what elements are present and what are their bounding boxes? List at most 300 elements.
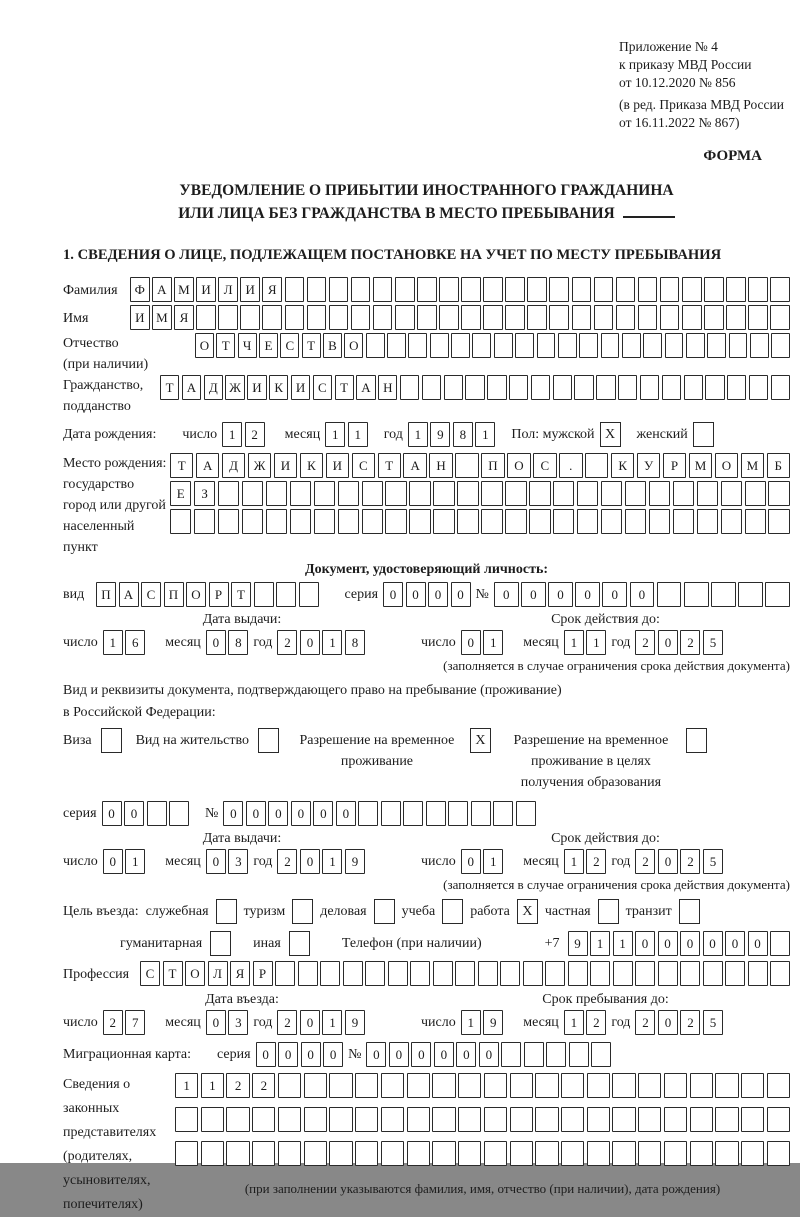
char-cell[interactable]: 1 <box>325 422 345 447</box>
char-cell[interactable] <box>478 961 498 986</box>
char-cell[interactable]: 1 <box>613 931 633 956</box>
char-cell[interactable] <box>385 481 406 506</box>
char-cell[interactable]: П <box>481 453 504 478</box>
char-cell[interactable]: 2 <box>635 849 655 874</box>
char-cell[interactable] <box>741 1073 764 1098</box>
char-cell[interactable] <box>768 509 789 534</box>
char-cell[interactable]: 1 <box>483 630 503 655</box>
char-cell[interactable]: 9 <box>345 849 365 874</box>
char-cell[interactable] <box>433 509 454 534</box>
char-cell[interactable] <box>577 509 598 534</box>
char-cell[interactable]: О <box>344 333 363 358</box>
char-cell[interactable] <box>745 509 766 534</box>
char-cell[interactable] <box>278 1107 301 1132</box>
char-cell[interactable]: О <box>186 582 206 607</box>
char-cell[interactable]: 0 <box>703 931 723 956</box>
char-cell[interactable] <box>275 961 295 986</box>
char-cell[interactable]: 5 <box>703 849 723 874</box>
char-cell[interactable] <box>545 961 565 986</box>
char-cell[interactable] <box>329 1107 352 1132</box>
char-cell[interactable]: Р <box>209 582 229 607</box>
char-cell[interactable]: 0 <box>680 931 700 956</box>
char-cell[interactable] <box>262 305 282 330</box>
char-cell[interactable] <box>505 305 525 330</box>
char-cell[interactable]: 1 <box>483 849 503 874</box>
char-cell[interactable] <box>433 481 454 506</box>
char-cell[interactable] <box>307 305 327 330</box>
char-cell[interactable] <box>690 1073 713 1098</box>
char-cell[interactable]: 9 <box>430 422 450 447</box>
purpose-tourism-checkbox[interactable] <box>292 899 313 924</box>
char-cell[interactable] <box>304 1107 327 1132</box>
char-cell[interactable] <box>252 1107 275 1132</box>
char-cell[interactable] <box>529 509 550 534</box>
char-cell[interactable] <box>587 1073 610 1098</box>
char-cell[interactable] <box>366 333 385 358</box>
char-cell[interactable] <box>715 1073 738 1098</box>
char-cell[interactable]: О <box>507 453 530 478</box>
char-cell[interactable] <box>680 961 700 986</box>
char-cell[interactable] <box>590 961 610 986</box>
char-cell[interactable]: П <box>164 582 184 607</box>
char-cell[interactable] <box>587 1141 610 1166</box>
char-cell[interactable] <box>770 961 790 986</box>
char-cell[interactable] <box>682 277 702 302</box>
char-cell[interactable] <box>664 1107 687 1132</box>
char-cell[interactable] <box>726 305 746 330</box>
char-cell[interactable] <box>638 277 658 302</box>
char-cell[interactable]: З <box>194 481 215 506</box>
char-cell[interactable] <box>175 1107 198 1132</box>
char-cell[interactable]: 0 <box>575 582 600 607</box>
char-cell[interactable]: 0 <box>494 582 519 607</box>
temp-residence-education-checkbox[interactable] <box>686 728 707 753</box>
char-cell[interactable]: 6 <box>125 630 145 655</box>
char-cell[interactable]: И <box>130 305 150 330</box>
char-cell[interactable] <box>577 481 598 506</box>
char-cell[interactable]: Т <box>216 333 235 358</box>
char-cell[interactable]: 0 <box>725 931 745 956</box>
char-cell[interactable] <box>622 333 641 358</box>
char-cell[interactable]: К <box>269 375 288 400</box>
char-cell[interactable] <box>170 509 191 534</box>
char-cell[interactable] <box>572 305 592 330</box>
char-cell[interactable] <box>147 801 167 826</box>
char-cell[interactable] <box>568 961 588 986</box>
char-cell[interactable]: 0 <box>602 582 627 607</box>
char-cell[interactable]: Д <box>204 375 223 400</box>
char-cell[interactable] <box>546 1042 566 1067</box>
char-cell[interactable] <box>505 509 526 534</box>
char-cell[interactable] <box>362 481 383 506</box>
char-cell[interactable] <box>510 1141 533 1166</box>
char-cell[interactable]: 2 <box>245 422 265 447</box>
char-cell[interactable]: 2 <box>635 630 655 655</box>
char-cell[interactable] <box>561 1141 584 1166</box>
char-cell[interactable] <box>444 375 463 400</box>
char-cell[interactable] <box>290 481 311 506</box>
purpose-private-checkbox[interactable] <box>598 899 619 924</box>
char-cell[interactable] <box>472 333 491 358</box>
char-cell[interactable]: 3 <box>228 849 248 874</box>
char-cell[interactable]: 1 <box>103 630 123 655</box>
char-cell[interactable]: 2 <box>277 1010 297 1035</box>
char-cell[interactable]: 8 <box>228 630 248 655</box>
char-cell[interactable] <box>362 509 383 534</box>
char-cell[interactable] <box>409 509 430 534</box>
char-cell[interactable] <box>537 333 556 358</box>
char-cell[interactable]: 1 <box>175 1073 198 1098</box>
char-cell[interactable]: 1 <box>461 1010 481 1035</box>
char-cell[interactable] <box>771 375 790 400</box>
char-cell[interactable]: 0 <box>748 931 768 956</box>
char-cell[interactable] <box>673 481 694 506</box>
char-cell[interactable] <box>432 1107 455 1132</box>
char-cell[interactable] <box>649 509 670 534</box>
char-cell[interactable] <box>510 1073 533 1098</box>
char-cell[interactable]: 1 <box>586 630 606 655</box>
char-cell[interactable]: 1 <box>125 849 145 874</box>
char-cell[interactable] <box>471 801 491 826</box>
char-cell[interactable]: 0 <box>630 582 655 607</box>
char-cell[interactable]: 1 <box>408 422 428 447</box>
char-cell[interactable] <box>407 1107 430 1132</box>
char-cell[interactable]: 7 <box>125 1010 145 1035</box>
char-cell[interactable] <box>505 481 526 506</box>
char-cell[interactable]: 0 <box>278 1042 298 1067</box>
char-cell[interactable] <box>487 375 506 400</box>
char-cell[interactable] <box>574 375 593 400</box>
char-cell[interactable]: 1 <box>475 422 495 447</box>
char-cell[interactable] <box>373 277 393 302</box>
char-cell[interactable] <box>673 509 694 534</box>
char-cell[interactable] <box>457 509 478 534</box>
char-cell[interactable] <box>527 277 547 302</box>
char-cell[interactable] <box>432 1141 455 1166</box>
char-cell[interactable] <box>553 509 574 534</box>
char-cell[interactable] <box>658 961 678 986</box>
char-cell[interactable]: 3 <box>228 1010 248 1035</box>
char-cell[interactable]: 0 <box>434 1042 454 1067</box>
char-cell[interactable]: Я <box>262 277 282 302</box>
char-cell[interactable] <box>579 333 598 358</box>
char-cell[interactable] <box>358 801 378 826</box>
purpose-humanitarian-checkbox[interactable] <box>210 931 231 956</box>
char-cell[interactable]: Я <box>174 305 194 330</box>
char-cell[interactable]: 1 <box>322 630 342 655</box>
char-cell[interactable] <box>745 481 766 506</box>
char-cell[interactable] <box>500 961 520 986</box>
char-cell[interactable] <box>201 1107 224 1132</box>
char-cell[interactable]: И <box>196 277 216 302</box>
char-cell[interactable]: Е <box>259 333 278 358</box>
char-cell[interactable]: 0 <box>389 1042 409 1067</box>
char-cell[interactable]: 2 <box>277 630 297 655</box>
char-cell[interactable] <box>407 1141 430 1166</box>
char-cell[interactable] <box>535 1073 558 1098</box>
char-cell[interactable] <box>218 481 239 506</box>
sex-female-checkbox[interactable] <box>693 422 714 447</box>
char-cell[interactable]: 0 <box>206 630 226 655</box>
char-cell[interactable] <box>451 333 470 358</box>
char-cell[interactable] <box>625 509 646 534</box>
char-cell[interactable]: . <box>559 453 582 478</box>
char-cell[interactable] <box>531 375 550 400</box>
char-cell[interactable] <box>697 481 718 506</box>
char-cell[interactable] <box>388 961 408 986</box>
char-cell[interactable] <box>515 333 534 358</box>
char-cell[interactable] <box>304 1073 327 1098</box>
char-cell[interactable] <box>638 1107 661 1132</box>
char-cell[interactable]: Б <box>767 453 790 478</box>
char-cell[interactable] <box>665 333 684 358</box>
char-cell[interactable] <box>558 333 577 358</box>
char-cell[interactable] <box>169 801 189 826</box>
char-cell[interactable] <box>770 277 790 302</box>
char-cell[interactable]: Ж <box>225 375 244 400</box>
char-cell[interactable]: Ж <box>248 453 271 478</box>
char-cell[interactable] <box>329 1141 352 1166</box>
char-cell[interactable] <box>320 961 340 986</box>
char-cell[interactable]: А <box>356 375 375 400</box>
char-cell[interactable] <box>727 375 746 400</box>
char-cell[interactable] <box>527 305 547 330</box>
char-cell[interactable] <box>458 1141 481 1166</box>
char-cell[interactable]: 0 <box>479 1042 499 1067</box>
char-cell[interactable]: Т <box>302 333 321 358</box>
char-cell[interactable] <box>657 582 682 607</box>
purpose-work-checkbox[interactable]: X <box>517 899 538 924</box>
char-cell[interactable]: И <box>247 375 266 400</box>
char-cell[interactable]: 0 <box>300 849 320 874</box>
char-cell[interactable] <box>240 305 260 330</box>
char-cell[interactable] <box>601 509 622 534</box>
char-cell[interactable]: 0 <box>461 849 481 874</box>
char-cell[interactable]: Е <box>170 481 191 506</box>
char-cell[interactable]: И <box>240 277 260 302</box>
visa-checkbox[interactable] <box>101 728 122 753</box>
char-cell[interactable] <box>510 1107 533 1132</box>
char-cell[interactable] <box>365 961 385 986</box>
char-cell[interactable]: 1 <box>322 849 342 874</box>
char-cell[interactable] <box>338 509 359 534</box>
char-cell[interactable] <box>707 333 726 358</box>
char-cell[interactable]: 2 <box>680 630 700 655</box>
char-cell[interactable]: 0 <box>124 801 144 826</box>
char-cell[interactable]: 2 <box>586 849 606 874</box>
purpose-study-checkbox[interactable] <box>442 899 463 924</box>
char-cell[interactable]: А <box>152 277 172 302</box>
char-cell[interactable] <box>196 305 216 330</box>
char-cell[interactable] <box>484 1141 507 1166</box>
char-cell[interactable]: 0 <box>451 582 471 607</box>
char-cell[interactable] <box>242 481 263 506</box>
char-cell[interactable]: 0 <box>428 582 448 607</box>
char-cell[interactable] <box>569 1042 589 1067</box>
char-cell[interactable] <box>385 509 406 534</box>
char-cell[interactable] <box>218 509 239 534</box>
char-cell[interactable]: 0 <box>301 1042 321 1067</box>
char-cell[interactable] <box>381 1073 404 1098</box>
char-cell[interactable] <box>218 305 238 330</box>
char-cell[interactable] <box>338 481 359 506</box>
char-cell[interactable] <box>455 453 478 478</box>
char-cell[interactable] <box>697 509 718 534</box>
char-cell[interactable]: 0 <box>406 582 426 607</box>
char-cell[interactable]: Т <box>170 453 193 478</box>
char-cell[interactable] <box>612 1141 635 1166</box>
char-cell[interactable]: 0 <box>658 931 678 956</box>
char-cell[interactable]: 0 <box>313 801 333 826</box>
char-cell[interactable]: 2 <box>680 1010 700 1035</box>
char-cell[interactable]: Р <box>253 961 273 986</box>
char-cell[interactable] <box>400 375 419 400</box>
char-cell[interactable] <box>721 509 742 534</box>
char-cell[interactable] <box>553 481 574 506</box>
char-cell[interactable]: 0 <box>246 801 266 826</box>
char-cell[interactable]: 0 <box>103 849 123 874</box>
char-cell[interactable] <box>494 333 513 358</box>
char-cell[interactable] <box>684 375 703 400</box>
char-cell[interactable] <box>381 801 401 826</box>
char-cell[interactable] <box>738 582 763 607</box>
char-cell[interactable]: 0 <box>658 1010 678 1035</box>
char-cell[interactable] <box>660 277 680 302</box>
char-cell[interactable]: 9 <box>483 1010 503 1035</box>
char-cell[interactable]: 1 <box>201 1073 224 1098</box>
char-cell[interactable] <box>684 582 709 607</box>
char-cell[interactable]: О <box>715 453 738 478</box>
char-cell[interactable] <box>226 1141 249 1166</box>
char-cell[interactable] <box>549 305 569 330</box>
char-cell[interactable] <box>307 277 327 302</box>
char-cell[interactable]: А <box>182 375 201 400</box>
char-cell[interactable]: 1 <box>564 1010 584 1035</box>
char-cell[interactable]: 0 <box>635 931 655 956</box>
char-cell[interactable] <box>417 305 437 330</box>
char-cell[interactable] <box>616 277 636 302</box>
char-cell[interactable] <box>373 305 393 330</box>
char-cell[interactable]: 0 <box>383 582 403 607</box>
char-cell[interactable] <box>314 481 335 506</box>
char-cell[interactable] <box>484 1073 507 1098</box>
char-cell[interactable]: Т <box>335 375 354 400</box>
char-cell[interactable]: 0 <box>521 582 546 607</box>
char-cell[interactable] <box>596 375 615 400</box>
char-cell[interactable] <box>355 1141 378 1166</box>
char-cell[interactable] <box>585 453 608 478</box>
char-cell[interactable]: У <box>637 453 660 478</box>
char-cell[interactable]: 2 <box>635 1010 655 1035</box>
char-cell[interactable]: М <box>741 453 764 478</box>
char-cell[interactable]: 0 <box>268 801 288 826</box>
char-cell[interactable]: 2 <box>252 1073 275 1098</box>
purpose-official-checkbox[interactable] <box>216 899 237 924</box>
char-cell[interactable]: Ф <box>130 277 150 302</box>
char-cell[interactable]: С <box>352 453 375 478</box>
char-cell[interactable]: 2 <box>226 1073 249 1098</box>
char-cell[interactable] <box>594 277 614 302</box>
char-cell[interactable]: И <box>326 453 349 478</box>
char-cell[interactable] <box>741 1107 764 1132</box>
char-cell[interactable]: 0 <box>102 801 122 826</box>
char-cell[interactable] <box>535 1107 558 1132</box>
char-cell[interactable] <box>430 333 449 358</box>
char-cell[interactable] <box>690 1107 713 1132</box>
char-cell[interactable]: 0 <box>366 1042 386 1067</box>
char-cell[interactable]: М <box>689 453 712 478</box>
char-cell[interactable]: 0 <box>256 1042 276 1067</box>
char-cell[interactable] <box>612 1073 635 1098</box>
char-cell[interactable]: В <box>323 333 342 358</box>
char-cell[interactable] <box>601 333 620 358</box>
char-cell[interactable]: Т <box>231 582 251 607</box>
char-cell[interactable] <box>729 333 748 358</box>
char-cell[interactable]: О <box>195 333 214 358</box>
char-cell[interactable]: 5 <box>703 1010 723 1035</box>
char-cell[interactable]: 0 <box>206 1010 226 1035</box>
residence-permit-checkbox[interactable] <box>258 728 279 753</box>
char-cell[interactable] <box>703 961 723 986</box>
char-cell[interactable] <box>750 333 769 358</box>
char-cell[interactable] <box>439 305 459 330</box>
char-cell[interactable]: М <box>152 305 172 330</box>
char-cell[interactable] <box>553 375 572 400</box>
char-cell[interactable] <box>422 375 441 400</box>
char-cell[interactable] <box>535 1141 558 1166</box>
char-cell[interactable] <box>426 801 446 826</box>
char-cell[interactable]: П <box>96 582 116 607</box>
char-cell[interactable] <box>767 1141 790 1166</box>
char-cell[interactable]: 2 <box>680 849 700 874</box>
char-cell[interactable]: 0 <box>206 849 226 874</box>
char-cell[interactable] <box>458 1107 481 1132</box>
char-cell[interactable] <box>395 277 415 302</box>
char-cell[interactable] <box>252 1141 275 1166</box>
char-cell[interactable] <box>771 333 790 358</box>
char-cell[interactable] <box>594 305 614 330</box>
char-cell[interactable] <box>572 277 592 302</box>
char-cell[interactable] <box>329 277 349 302</box>
char-cell[interactable] <box>612 1107 635 1132</box>
char-cell[interactable]: Н <box>378 375 397 400</box>
char-cell[interactable] <box>457 481 478 506</box>
char-cell[interactable]: А <box>119 582 139 607</box>
char-cell[interactable] <box>765 582 790 607</box>
char-cell[interactable]: 1 <box>590 931 610 956</box>
char-cell[interactable] <box>483 277 503 302</box>
char-cell[interactable]: 0 <box>323 1042 343 1067</box>
char-cell[interactable] <box>355 1107 378 1132</box>
char-cell[interactable] <box>725 961 745 986</box>
char-cell[interactable] <box>351 277 371 302</box>
char-cell[interactable] <box>748 305 768 330</box>
char-cell[interactable] <box>194 509 215 534</box>
char-cell[interactable] <box>749 375 768 400</box>
char-cell[interactable]: 8 <box>345 630 365 655</box>
char-cell[interactable] <box>455 961 475 986</box>
char-cell[interactable]: Д <box>222 453 245 478</box>
char-cell[interactable] <box>355 1073 378 1098</box>
char-cell[interactable] <box>618 375 637 400</box>
char-cell[interactable] <box>493 801 513 826</box>
char-cell[interactable] <box>616 305 636 330</box>
char-cell[interactable]: 0 <box>291 801 311 826</box>
char-cell[interactable]: 9 <box>568 931 588 956</box>
char-cell[interactable] <box>686 333 705 358</box>
char-cell[interactable]: 0 <box>300 630 320 655</box>
char-cell[interactable] <box>662 375 681 400</box>
